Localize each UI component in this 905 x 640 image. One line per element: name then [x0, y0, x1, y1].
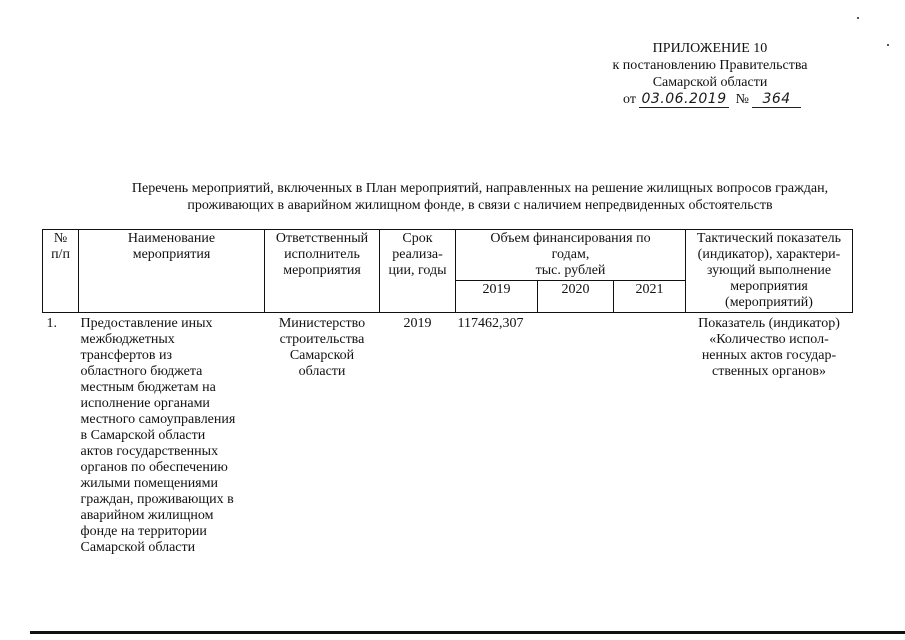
scan-speck [887, 44, 889, 46]
appendix-title: ПРИЛОЖЕНИЕ 10 [652, 41, 768, 56]
table-row [43, 313, 853, 558]
number-prefix: № [735, 92, 749, 107]
row-term: 2019 [403, 316, 432, 331]
col-funding-header: Объем финансирования по годам, тыс. рублей [456, 230, 686, 281]
row-value-2019: 117462,307 [457, 316, 524, 331]
col-year-2021-header: 2021 [614, 281, 686, 313]
col-indicator-header: Тактический показатель (индикатор), характери- зующий выполнение мероприятия (мероприятий) [686, 230, 853, 313]
measures-table [42, 229, 853, 557]
col-term-header: Срок реализа- ции, годы [380, 230, 456, 313]
title-line-1: Перечень мероприятий, включенных в План мероприятий, направленных на решение жилищных вопросов граждан, [131, 181, 829, 196]
header-row-1 [43, 230, 853, 281]
col-executor-header: Ответственный исполнитель мероприятия [265, 230, 380, 313]
appendix-date-line [560, 91, 860, 108]
document-title [60, 180, 900, 214]
date-prefix: от [623, 92, 636, 107]
col-year-2020-header: 2020 [538, 281, 614, 313]
appendix-region-line: Самарской области [652, 75, 768, 90]
row-name: Предоставление иных межбюджетных трансфертов из областного бюджета местным бюджетам на исполнение органами местного самоуправления в Самарской области актов государственных органов по обеспечению жилыми помещениями граждан, проживающих в аварийном жилищном фонде на территории Самарской области [80, 316, 236, 555]
col-name-header: Наименование мероприятия [79, 230, 265, 313]
row-indicator: Показатель (индикатор) «Количество испол- ненных актов государ- ственных органов» [698, 316, 840, 379]
row-executor: Министерство строительства Самарской области [278, 316, 366, 379]
col-num-header: № п/п [43, 230, 79, 313]
appendix-block [560, 40, 860, 108]
row-value-2020 [538, 313, 614, 558]
appendix-decree-line: к постановлению Правительства [612, 58, 808, 73]
handwritten-date: 03.06.2019 [641, 91, 727, 107]
scan-speck [857, 17, 859, 19]
col-year-2019-header: 2019 [456, 281, 538, 313]
handwritten-number: 364 [752, 91, 800, 108]
scan-bottom-edge [30, 631, 905, 634]
title-line-2: проживающих в аварийном жилищном фонде, в связи с наличием непредвиденных обстоятельств [187, 198, 773, 213]
row-value-2021 [614, 313, 686, 558]
row-num: 1. [46, 316, 57, 331]
